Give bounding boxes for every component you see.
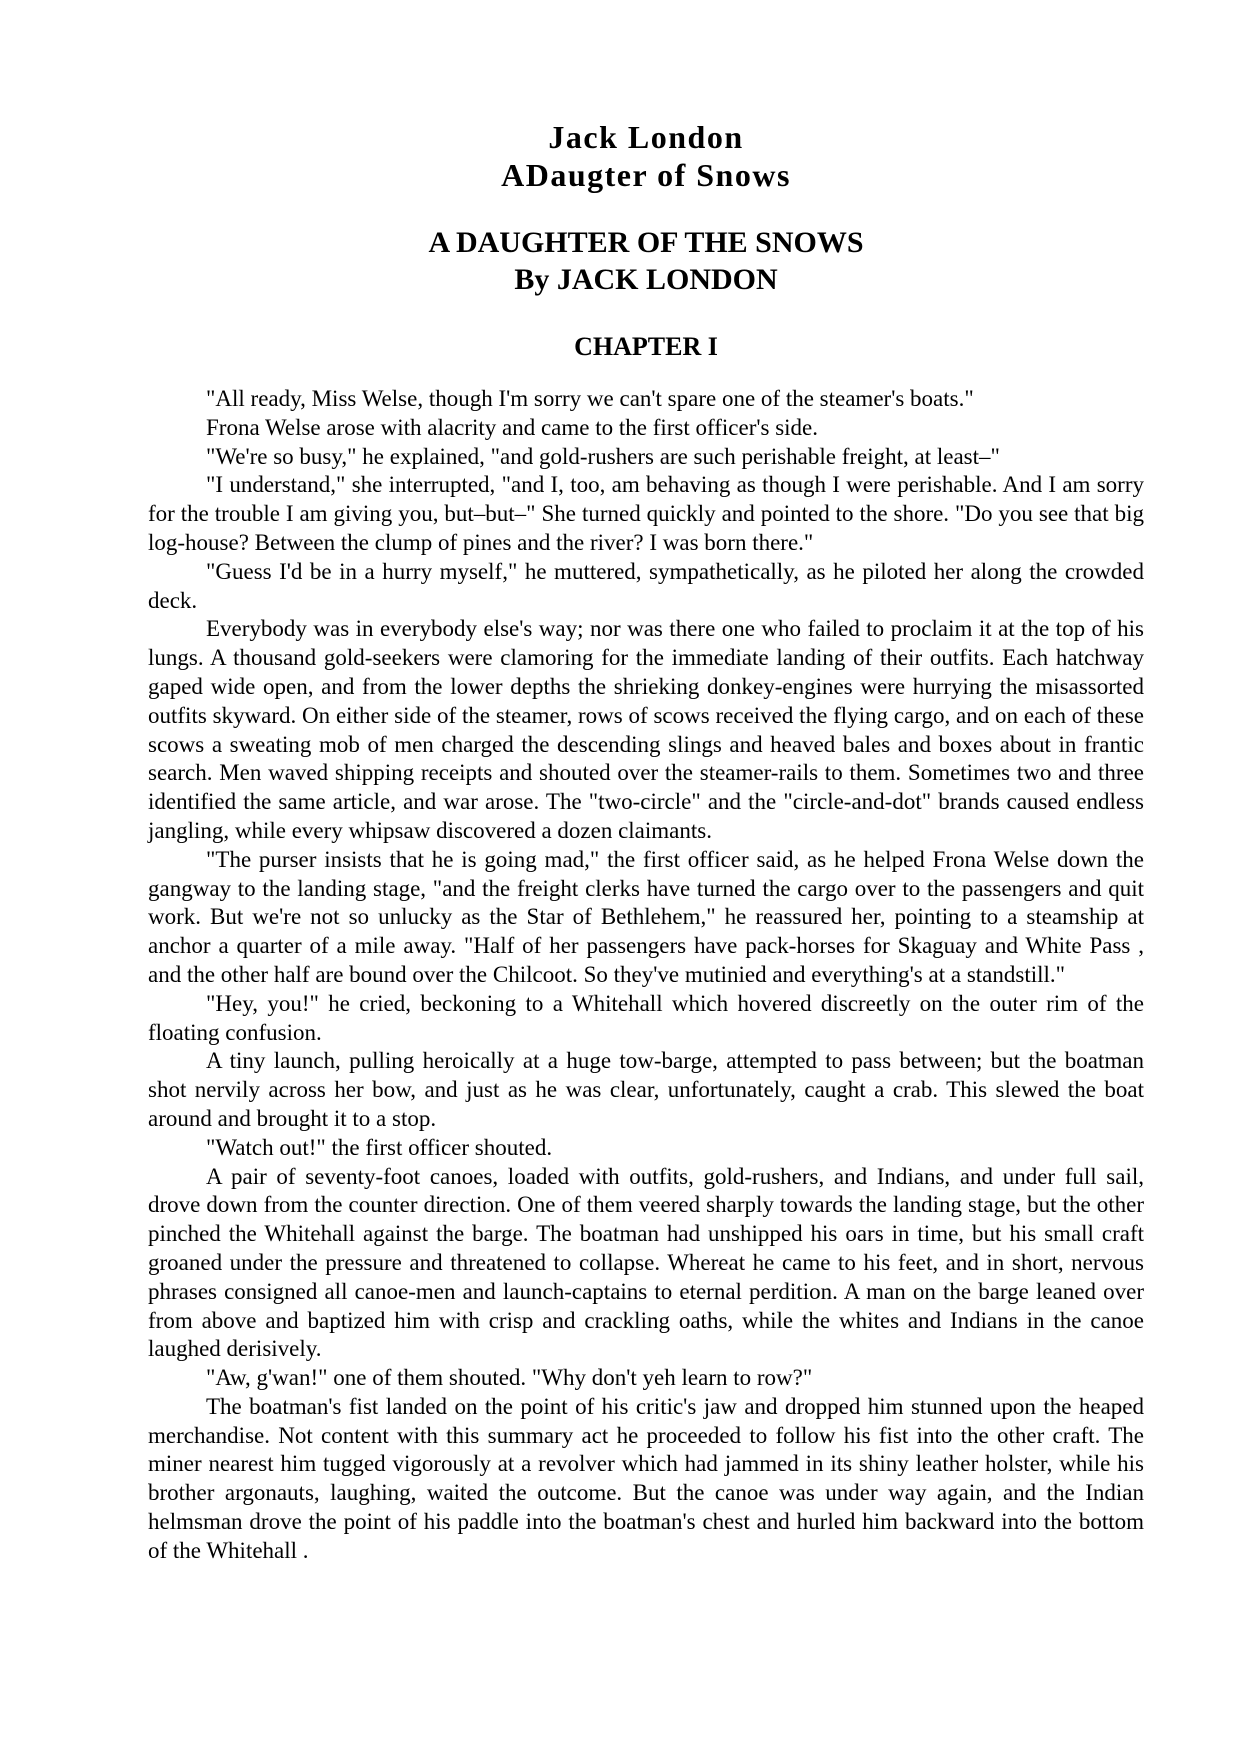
paragraph: "Aw, g'wan!" one of them shouted. "Why don't yeh learn to row?" (206, 1365, 813, 1391)
paragraph: Everybody was in everybody else's way; nor was there one who failed to proclaim it at the top of his lungs. A thousand gold-seekers were clamoring for the immediate landing of their outfits. Each hatchway gaped wide open, and from the lower depths the shrieking donkey-engines were hurrying the misassorted outfits skyward. On either side of the steamer, rows of scows received the flying cargo, and on each of these scows a sweating mob of men charged the descending slings and heaved bales and boxes about in frantic search. Men waved shipping receipts and shouted over the steamer-rails to them. Sometimes two and three identified the same article, and war arose. The "two-circle" and the "circle-and-dot" brands caused endless jangling, while every whipsaw discovered a dozen claimants. (148, 616, 1144, 843)
paragraph: "Guess I'd be in a hurry myself," he muttered, sympathetically, as he piloted her along the crowded deck. (148, 558, 1144, 613)
book-title: ADaugter of Snows (501, 157, 791, 193)
document-page (148, 108, 1144, 1566)
paragraph: "I understand," she interrupted, "and I, too, am behaving as though I were perishable. And I am sorry for the trouble I am giving you, but–but–" She turned quickly and pointed to the shore. "Do you see that big log-house? Between the clump of pines and the river? I was born there." (148, 472, 1144, 555)
paragraph: A pair of seventy-foot canoes, loaded with outfits, gold-rushers, and Indians, and under full sail, drove down from the counter direction. One of them veered sharply towards the landing stage, but the other pinched the Whitehall against the barge. The boatman had unshipped his oars in time, but his small craft groaned under the pressure and threatened to collapse. Whereat he came to his feet, and in short, nervous phrases consigned all canoe-men and launch-captains to eternal perdition. A man on the barge leaned over from above and baptized him with crisp and crackling oaths, while the whites and Indians in the canoe laughed derisively. (148, 1163, 1144, 1362)
paragraph: "The purser insists that he is going mad," the first officer said, as he helped Frona Welse down the gangway to the landing stage, "and the freight clerks have turned the cargo over to the passengers and quit work. But we're not so unlucky as the Star of Bethlehem," he reassured her, pointing to a steamship at anchor a quarter of a mile away. "Half of her passengers have pack-horses for Skaguay and White Pass , and the other half are bound over the Chilcoot. So they've mutinied and everything's at a standstill." (148, 846, 1144, 987)
paragraph: Frona Welse arose with alacrity and came to the first officer's side. (206, 414, 819, 440)
chapter-body (148, 385, 1144, 1566)
byline: By JACK LONDON (514, 263, 778, 296)
paragraph: A tiny launch, pulling heroically at a huge tow-barge, attempted to pass between; but the boatman shot nervily across her bow, and just as he was clear, unfortunately, caught a crab. This slewed the boat around and brought it to a stop. (148, 1048, 1144, 1131)
paragraph: The boatman's fist landed on the point of his critic's jaw and dropped him stunned upon the heaped merchandise. Not content with this summary act he proceeded to follow his fist into the other craft. The miner nearest him tugged vigorously at a revolver which had jammed in its shiny leather holster, while his brother argonauts, laughing, waited the outcome. But the canoe was under way again, and the Indian helmsman drove the point of his paddle into the boatman's chest and hurled him backward into the bottom of the Whitehall . (148, 1393, 1144, 1563)
chapter-heading: CHAPTER I (574, 332, 718, 361)
paragraph: "We're so busy," he explained, "and gold-rushers are such perishable freight, at least–" (206, 443, 1000, 469)
paragraph: "Hey, you!" he cried, beckoning to a Whitehall which hovered discreetly on the outer rim of the floating confusion. (148, 990, 1144, 1045)
paragraph: "Watch out!" the first officer shouted. (206, 1134, 553, 1160)
main-title: A DAUGHTER OF THE SNOWS (428, 226, 864, 259)
paragraph: "All ready, Miss Welse, though I'm sorry we can't spare one of the steamer's boats." (206, 386, 974, 411)
author-name: Jack London (548, 119, 744, 155)
